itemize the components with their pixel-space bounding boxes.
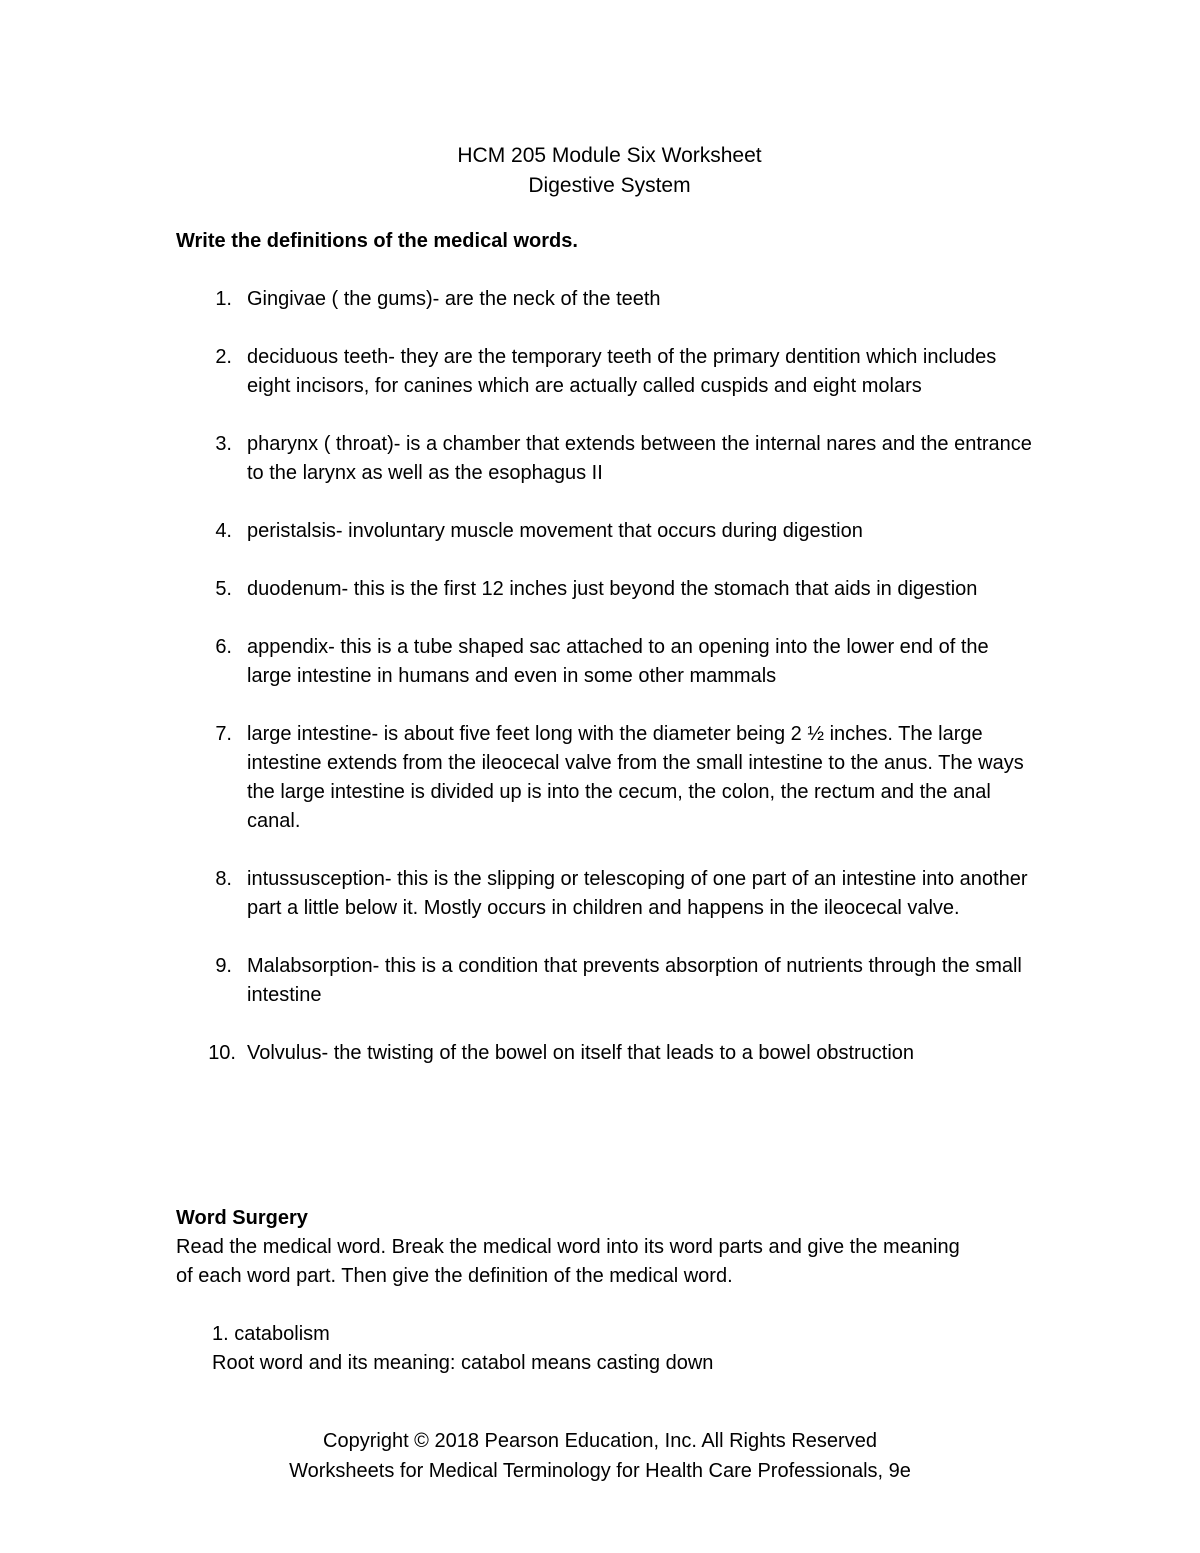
definition-text: appendix- this is a tube shaped sac attached to an opening into the lower end of the large intestine in humans and even in some other mammals	[247, 636, 989, 687]
word-surgery-heading: Word Surgery	[176, 1207, 308, 1229]
definition-item	[176, 633, 1036, 691]
definition-text: peristalsis- involuntary muscle movement that occurs during digestion	[247, 520, 863, 542]
definition-number: 7.	[215, 723, 232, 745]
definition-item	[176, 1039, 1036, 1068]
definition-text: Malabsorption- this is a condition that prevents absorption of nutrients through the small intestine	[247, 955, 1022, 1006]
definition-item	[176, 952, 1036, 1010]
definition-item	[176, 285, 1036, 314]
definition-number: 5.	[215, 578, 232, 600]
definition-item	[176, 575, 1036, 604]
definition-text: Volvulus- the twisting of the bowel on itself that leads to a bowel obstruction	[247, 1042, 915, 1064]
definition-item	[176, 430, 1036, 488]
page-footer	[0, 1426, 1200, 1486]
definition-item	[176, 720, 1036, 836]
definition-text: Gingivae ( the gums)- are the neck of the teeth	[247, 288, 661, 310]
page-title: HCM 205 Module Six Worksheet	[457, 144, 762, 167]
page-subtitle: Digestive System	[528, 174, 691, 197]
definition-item	[176, 865, 1036, 923]
definition-item	[176, 517, 1036, 546]
definition-number: 10.	[208, 1042, 236, 1064]
definition-item	[176, 343, 1036, 401]
word-surgery-item: 1. catabolism	[212, 1323, 330, 1345]
footer-copyright: Copyright © 2018 Pearson Education, Inc. All Rights Reserved	[323, 1430, 877, 1452]
definition-number: 4.	[215, 520, 232, 542]
definition-text: deciduous teeth- they are the temporary teeth of the primary dentition which includes eight incisors, for canines which are actually called cuspids and eight molars	[247, 346, 997, 397]
definition-text: pharynx ( throat)- is a chamber that extends between the internal nares and the entrance to the larynx as well as the esophagus II	[247, 433, 1032, 484]
definition-number: 9.	[215, 955, 232, 977]
word-surgery-instructions: Read the medical word. Break the medical word into its word parts and give the meaning of each word part. Then give the definition of the medical word.	[176, 1236, 960, 1287]
footer-book-title: Worksheets for Medical Terminology for Health Care Professionals, 9e	[289, 1460, 911, 1482]
definition-number: 1.	[215, 288, 232, 310]
definition-text: duodenum- this is the first 12 inches just beyond the stomach that aids in digestion	[247, 578, 978, 600]
definition-text: intussusception- this is the slipping or telescoping of one part of an intestine into another part a little below it. Mostly occurs in children and happens in the ileocecal valve.	[247, 868, 1028, 919]
word-surgery-root-line: Root word and its meaning: catabol means casting down	[212, 1352, 714, 1374]
definitions-instructions: Write the definitions of the medical words.	[176, 230, 578, 252]
definition-number: 3.	[215, 433, 232, 455]
definition-number: 6.	[215, 636, 232, 658]
definition-number: 2.	[215, 346, 232, 368]
definition-number: 8.	[215, 868, 232, 890]
definitions-list	[176, 285, 1036, 1097]
definition-text: large intestine- is about five feet long with the diameter being 2 ½ inches. The large intestine extends from the ileocecal valve from the small intestine to the anus. The ways the large intestine is divided up is into the cecum, the colon, the rectum and the anal canal.	[247, 723, 1024, 832]
title-block	[0, 141, 1200, 201]
